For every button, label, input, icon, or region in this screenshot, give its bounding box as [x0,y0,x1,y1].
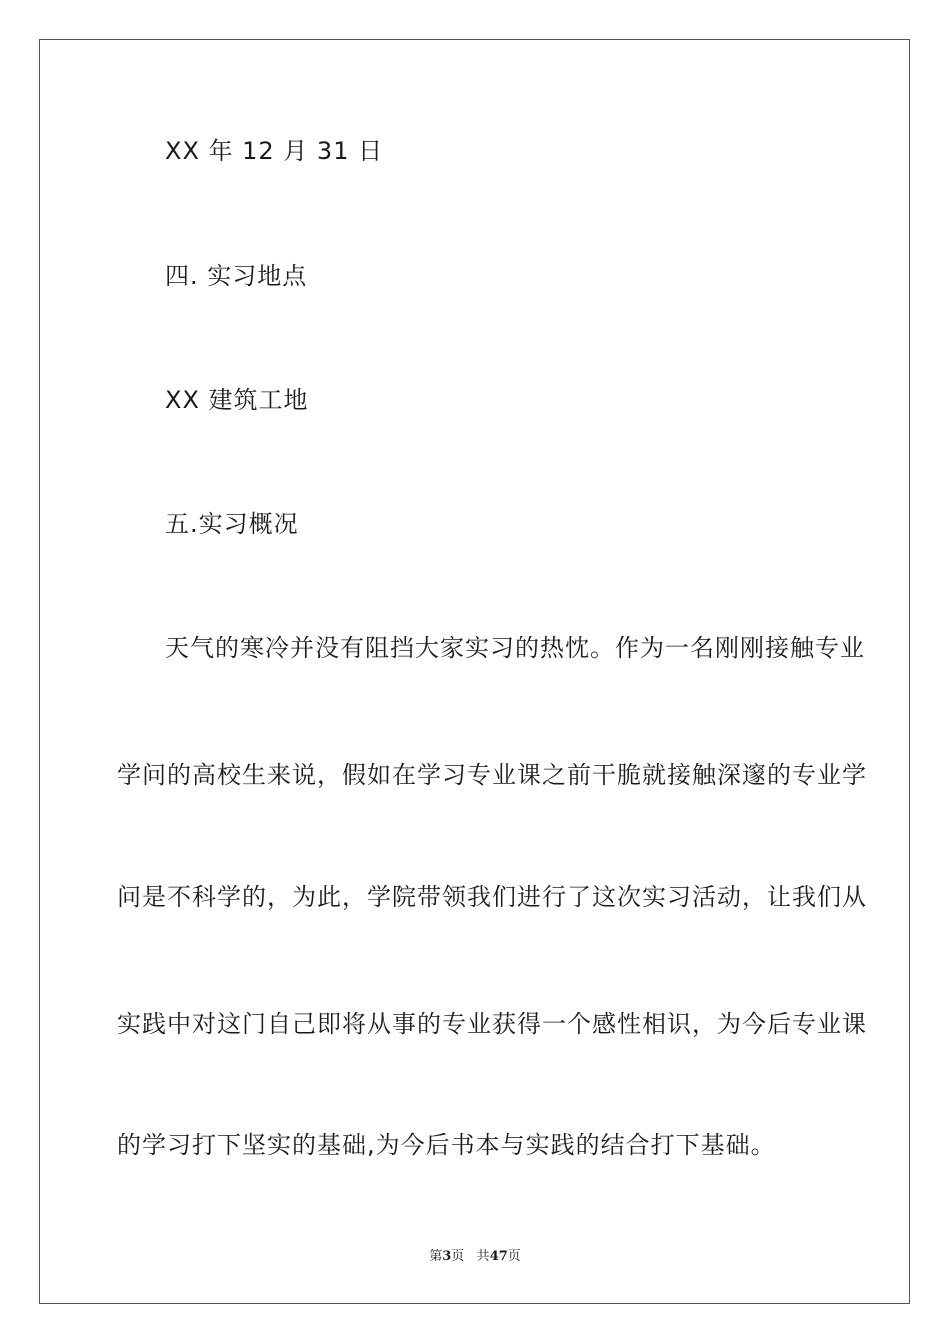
page-prefix: 第 [429,1249,443,1264]
total-suffix: 页 [507,1249,521,1264]
paragraph-line-5: 的学习打下坚实的基础,为今后书本与实践的结合打下基础。 [117,1131,776,1159]
paragraph-line-1: 天气的寒冷并没有阻挡大家实习的热忱。作为一名刚刚接触专业 [165,634,865,662]
page-frame [39,39,910,1304]
page-footer [0,1248,950,1266]
total-prefix: 共 [476,1249,490,1264]
page-number: 3 [442,1249,452,1264]
paragraph-line-4: 实践中对这门自己即将从事的专业获得一个感性相识，为今后专业课 [117,1010,867,1038]
location-line: XX 建筑工地 [165,386,309,414]
page-suffix: 页 [451,1249,465,1264]
section-heading-location: 四. 实习地点 [165,262,308,290]
total-pages: 47 [489,1249,508,1264]
date-line: XX 年 12 月 31 日 [165,137,384,165]
section-heading-overview: 五.实习概况 [165,510,299,538]
paragraph-line-3: 问是不科学的，为此，学院带领我们进行了这次实习活动，让我们从 [117,883,867,911]
paragraph-line-2: 学问的高校生来说，假如在学习专业课之前干脆就接触深邃的专业学 [117,761,867,789]
